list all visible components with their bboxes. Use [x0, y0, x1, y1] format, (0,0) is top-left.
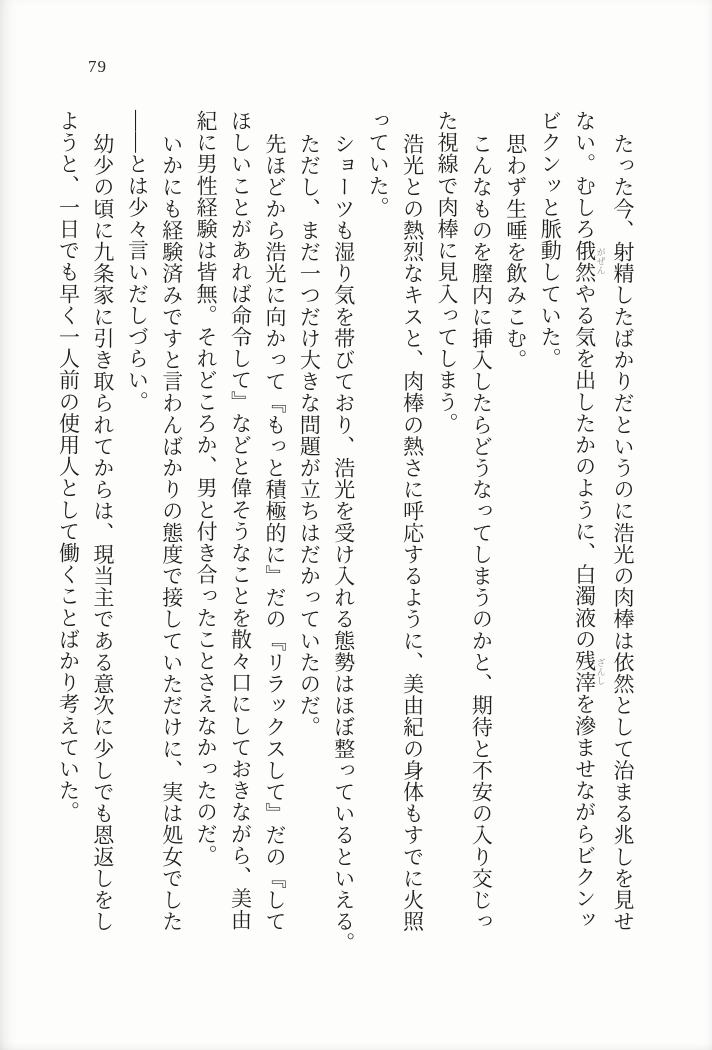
text-line: 幼少の頃に九条家に引き取られてからは、現当主である意次に少しでも恩返しをし — [90, 133, 115, 933]
text-line: ビクンッと脈動していた。 — [538, 110, 563, 370]
text-line: ない。むしろ俄然 がぜんやる気を出したかのように、白濁液の残滓 ざんしを滲ませながらビクンッ — [572, 110, 606, 931]
text-line: こんなものを膣内に挿入したらどうなってしまうのかと、期待と不安の入り交じっ — [469, 133, 494, 933]
text-line: 思わず生唾を飲みこむ。 — [503, 133, 528, 371]
text-block — [51, 110, 640, 962]
text-line: いかにも経験済みですと言わんばかりの態度で接していただけに、実は処女でした — [159, 133, 184, 933]
text-line: ――とは少々言いだしづらい。 — [125, 110, 150, 413]
text-line: ようと、一日でも早く一人前の使用人として働くことばかり考えていた。 — [56, 110, 81, 823]
text-line: た視線で肉棒に見入ってしまう。 — [434, 110, 459, 434]
text-line: ただし、まだ一つだけ大きな問題が立ちはだかっていたのだ。 — [297, 133, 322, 738]
text-line: ほしいことがあれば命令して』などと偉そうなことを散々口にしておきながら、美由 — [228, 110, 253, 931]
text-line: 浩光との熱烈なキスと、肉棒の熱さに呼応するように、美由紀の身体もすでに火照 — [400, 133, 425, 933]
furigana-ruby: 俄然 がぜん — [572, 239, 606, 283]
furigana-ruby: 残滓 ざんし — [572, 650, 606, 694]
page-number: 79 — [88, 57, 107, 76]
text-line: ショーツも湿り気を帯びており、浩光を受け入れる態勢はほぼ整っているといえる。 — [331, 133, 356, 954]
text-line: たった今、射精したばかりだというのに浩光の肉棒は依然として治まる兆しを見せ — [611, 133, 635, 933]
text-line: 先ほどから浩光に向かって『もっと積極的に』だの『リラックスして』だの『して — [262, 133, 287, 933]
text-line: 紀に男性経験は皆無。それどころか、男と付き合ったことさえなかったのだ。 — [194, 110, 219, 866]
text-line: っていた。 — [366, 110, 391, 218]
